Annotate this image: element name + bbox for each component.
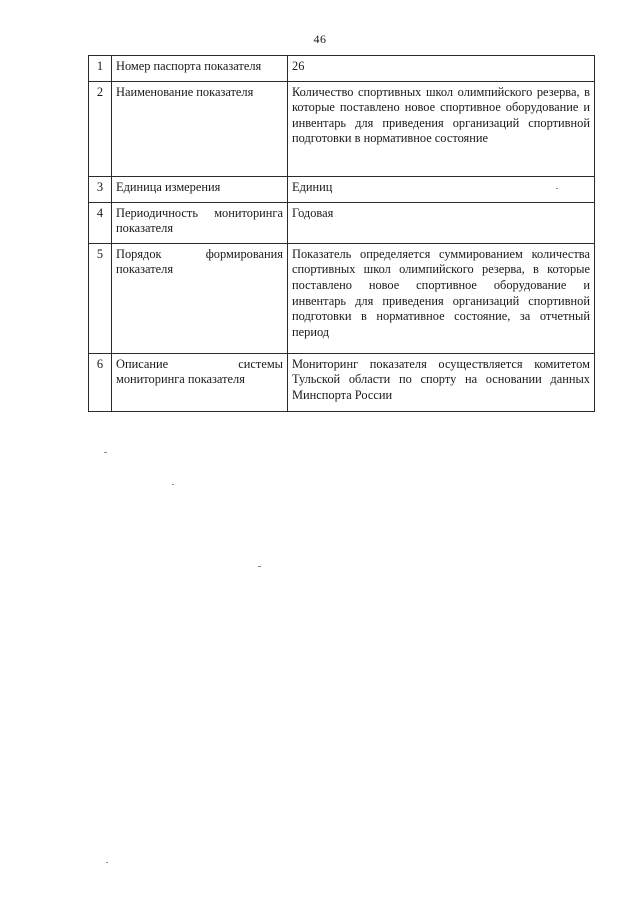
scan-speck <box>258 566 261 567</box>
scan-speck <box>104 452 107 453</box>
table-row <box>89 202 595 243</box>
indicator-passport-table <box>88 55 595 412</box>
table-row <box>89 176 595 202</box>
row-number: 5 <box>89 243 112 353</box>
row-number: 6 <box>89 353 112 411</box>
row-value: 26 <box>288 56 595 82</box>
scan-speck <box>172 484 174 485</box>
row-label: Наименование показателя <box>112 81 288 176</box>
scan-speck <box>556 188 558 189</box>
table-row <box>89 353 595 411</box>
row-value: Мониторинг показателя осуществляется комитетом Тульской области по спорту на основании данных Минспорта России <box>288 353 595 411</box>
row-value: Количество спортивных школ олимпийского резерва, в которые поставлено новое спортивное оборудование и инвентарь для приведения организаций спортивной подготовки в нормативное состояние <box>288 81 595 176</box>
page-number: 46 <box>313 32 327 46</box>
row-number: 1 <box>89 56 112 82</box>
row-number: 3 <box>89 176 112 202</box>
row-value: Показатель определяется суммированием количества спортивных школ олимпийского резерва, в которые поставлено новое спортивное оборудование и инвентарь для приведения организаций спортивной подготовки в нормативное состояние, за отчетный период <box>288 243 595 353</box>
table-row <box>89 243 595 353</box>
row-label: Порядок формирования показателя <box>112 243 288 353</box>
row-label: Номер паспорта показателя <box>112 56 288 82</box>
row-label: Единица измерения <box>112 176 288 202</box>
row-number: 4 <box>89 202 112 243</box>
row-value: Единиц <box>288 176 595 202</box>
table-row <box>89 81 595 176</box>
row-number: 2 <box>89 81 112 176</box>
scan-speck <box>106 862 108 863</box>
table-row <box>89 56 595 82</box>
row-value: Годовая <box>288 202 595 243</box>
row-label: Периодичность мониторинга показателя <box>112 202 288 243</box>
row-label: Описание системы мониторинга показателя <box>112 353 288 411</box>
